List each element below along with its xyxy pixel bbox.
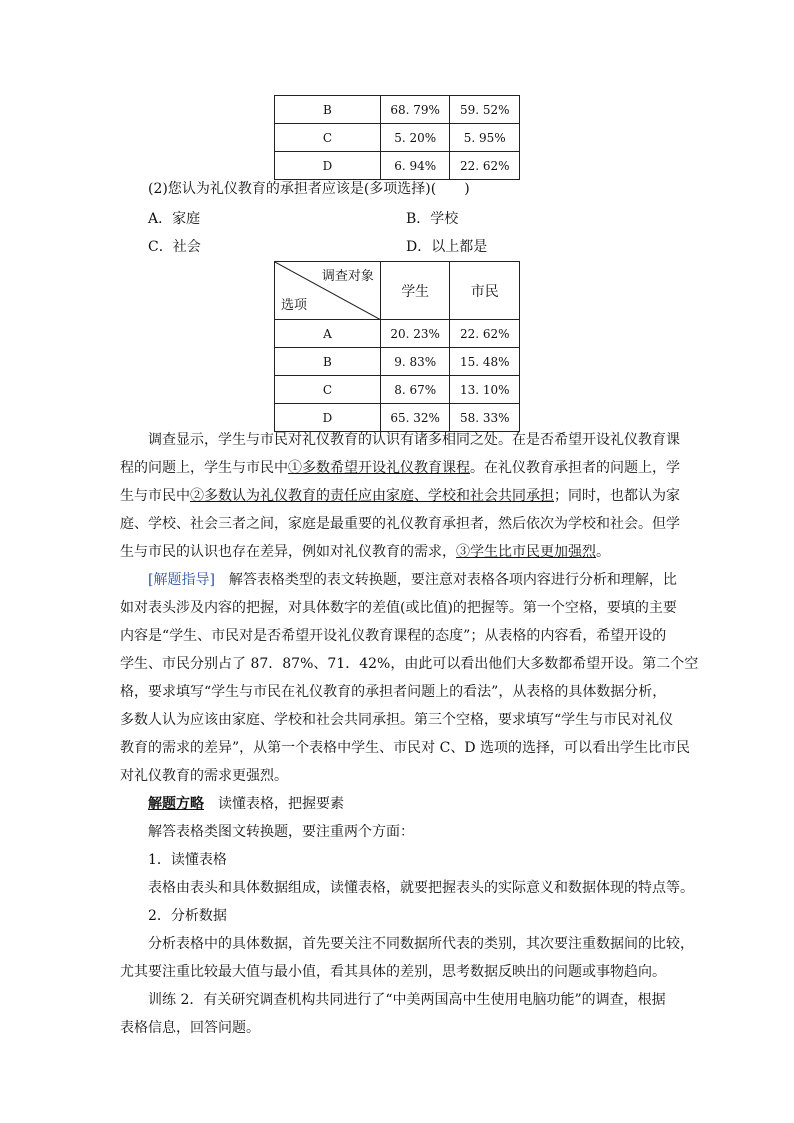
guide-text: 解答表格类型的表文转换题，要注意对表格各项内容进行分析和理解，比: [214, 572, 677, 588]
table-row: [275, 320, 520, 348]
citizen-cell: 15. 48%: [450, 348, 520, 376]
guide-line7: 教育的需求的差异”，从第一个表格中学生、市民对 C、D 选项的选择，可以看出学生比市民: [120, 740, 690, 756]
option-cell: C: [275, 376, 381, 404]
exercise-line2: 表格信息，回答问题。: [120, 1020, 260, 1036]
guide-line5: 格，要求填写“学生与市民在礼仪教育的承担者问题上的看法”，从表格的具体数据分析，: [120, 684, 667, 700]
option-cell: A: [275, 320, 381, 348]
survey-table-1: [274, 95, 520, 180]
guide-line2: 如对表头涉及内容的把握，对具体数字的差值(或比值)的把握等。第一个空格，要填的主要: [120, 600, 677, 616]
student-cell: 8. 67%: [380, 376, 450, 404]
underlined-point-2: ②多数认为礼仪教育的责任应由家庭、学校和社会共同承担: [190, 488, 554, 504]
method-h1: 1．读懂表格: [148, 852, 227, 868]
option-d: D．以上都是: [406, 239, 488, 255]
student-cell: 20. 23%: [380, 320, 450, 348]
question-2-stem: (2)您认为礼仪教育的承担者应该是(多项选择)( ): [148, 181, 470, 197]
citizen-cell: 13. 10%: [450, 376, 520, 404]
table-row: [275, 348, 520, 376]
student-cell: 9. 83%: [380, 348, 450, 376]
para1-line5: [120, 538, 675, 566]
table-row: [275, 152, 520, 180]
student-cell: 5. 20%: [380, 124, 450, 152]
para1-text: ；同时，也都认为家: [554, 488, 680, 504]
guide-tag: [解题指导]: [148, 572, 215, 588]
para1-text: 。在礼仪教育承担者的问题上，学: [470, 460, 680, 476]
student-cell: 68. 79%: [380, 96, 450, 124]
table-row: [275, 96, 520, 124]
method-intro: 解答表格类图文转换题，要注重两个方面：: [148, 824, 414, 840]
table-row: [275, 376, 520, 404]
option-cell: B: [275, 348, 381, 376]
underlined-point-1: ①多数希望开设礼仪教育课程: [288, 460, 470, 476]
citizen-cell: 58. 33%: [450, 404, 520, 432]
guide-line8: 对礼仪教育的需求更强烈。: [120, 768, 288, 784]
guide-line1: [148, 566, 678, 594]
guide-line4: 学生、市民分别占了 87．87%、71．42%，由此可以看出他们大多数都希望开设。第二个空: [120, 656, 699, 672]
option-b: B．学校: [406, 211, 459, 227]
method-tag: 解题方略: [148, 796, 204, 812]
para1-text: 。: [596, 544, 610, 560]
table-row: [275, 124, 520, 152]
citizen-cell: 59. 52%: [450, 96, 520, 124]
citizen-cell: 5. 95%: [450, 124, 520, 152]
para1-line1: 调查显示，学生与市民对礼仪教育的认识有诸多相同之处。在是否希望开设礼仪教育课: [148, 432, 680, 448]
para1-line4: 庭、学校、社会三者之间，家庭是最重要的礼仪教育承担者，然后依次为学校和社会。但学: [120, 516, 680, 532]
underlined-point-3: ③学生比市民更加强烈: [456, 544, 596, 560]
exercise-line1: 训练 2．有关研究调查机构共同进行了“中美两国高中生使用电脑功能”的调查，根据: [148, 992, 666, 1008]
guide-line3: 内容是“学生、市民对是否希望开设礼仪教育课程的态度”；从表格的内容看，希望开设的: [120, 628, 667, 644]
guide-line6: 多数人认为应该由家庭、学校和社会共同承担。第三个空格，要求填写“学生与市民对礼仪: [120, 712, 674, 728]
header-student: 学生: [380, 262, 450, 320]
option-cell: C: [275, 124, 381, 152]
header-survey-target: 调查对象: [321, 269, 374, 284]
method-title: 读懂表格，把握要素: [204, 796, 344, 812]
method-heading: [148, 790, 703, 818]
citizen-cell: 22. 62%: [450, 152, 520, 180]
method-p2a: 分析表格中的具体数据，首先要关注不同数据所代表的类别，其次要注重数据间的比较，: [148, 936, 694, 952]
table-header-corner: [275, 262, 381, 320]
citizen-cell: 22. 62%: [450, 320, 520, 348]
header-option: 选项: [281, 298, 308, 313]
survey-table-2: [274, 261, 520, 432]
option-a: A．家庭: [148, 211, 201, 227]
option-cell: D: [275, 152, 381, 180]
option-cell: B: [275, 96, 381, 124]
option-c: C．社会: [148, 239, 201, 255]
para1-text: 程的问题上，学生与市民中: [120, 460, 288, 476]
option-cell: D: [275, 404, 381, 432]
header-citizen: 市民: [450, 262, 520, 320]
student-cell: 65. 32%: [380, 404, 450, 432]
para1-line3: [120, 482, 680, 510]
method-h2: 2．分析数据: [148, 908, 227, 924]
para1-text: 生与市民中: [120, 488, 190, 504]
para1-line2: [120, 454, 680, 482]
method-p2b: 尤其要注重比较最大值与最小值，看其具体的差别，思考数据反映出的问题或事物趋向。: [120, 964, 666, 980]
student-cell: 6. 94%: [380, 152, 450, 180]
method-p1: 表格由表头和具体数据组成，读懂表格，就要把握表头的实际意义和数据体现的特点等。: [148, 880, 694, 896]
para1-text: 生与市民的认识也存在差异，例如对礼仪教育的需求，: [120, 544, 456, 560]
